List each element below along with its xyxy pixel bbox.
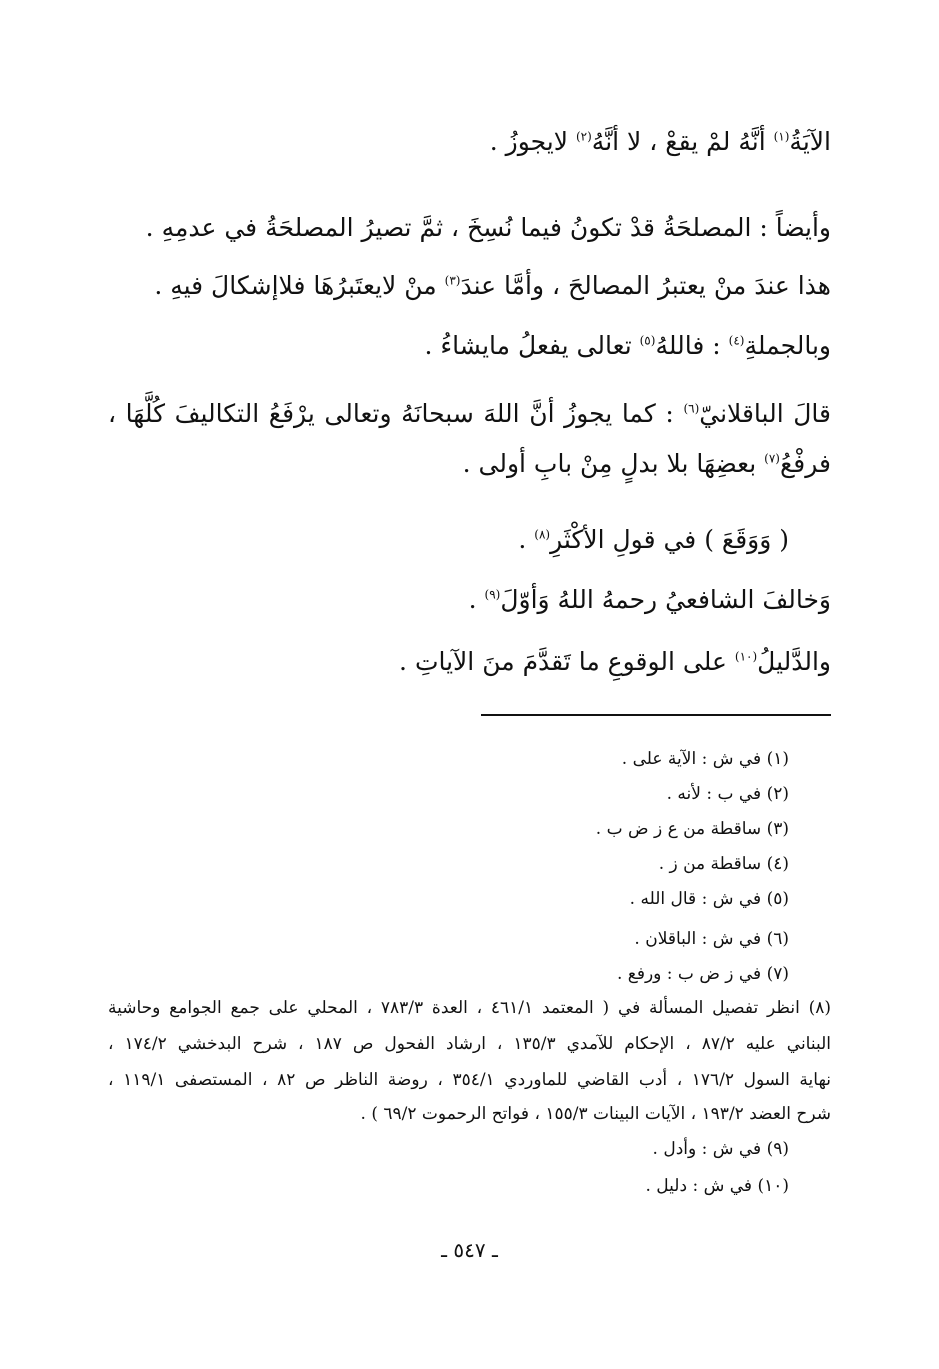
footnote-marker-1[interactable]: (١) bbox=[773, 129, 790, 144]
footnote-marker-2[interactable]: (٢) bbox=[575, 129, 592, 144]
text-segment: وَخالفَ الشافعيُ رحمهُ اللهُ وَأوّلَ bbox=[500, 585, 831, 614]
footnote-10: (١٠) في ش : دليل . bbox=[645, 1176, 789, 1196]
footnote-8-line-4: شرح العضد ١٩٣/٢ ، الآيات البينات ١٥٥/٣ ، فواتح الرحموت ٦٩/٢ ) . bbox=[360, 1104, 831, 1124]
text-line-4 bbox=[425, 328, 831, 364]
footnote-marker-3[interactable]: (٣) bbox=[444, 273, 461, 288]
text-line-1 bbox=[490, 124, 831, 160]
footnote-8-line-3: نهاية السول ١٧٦/٢ ، أدب القاضي للماوردي ٣٥٤/١ ، روضة الناظر ص ٨٢ ، المستصفى ١١٩/١ ، bbox=[108, 1070, 832, 1090]
footnote-6: (٦) في ش : الباقلان . bbox=[634, 929, 789, 949]
text-segment: وبالجملةِ bbox=[744, 331, 831, 360]
text-segment: لايجوزُ . bbox=[489, 127, 576, 156]
text-segment: فرفْعُ bbox=[779, 449, 831, 478]
footnote-marker-8[interactable]: (٨) bbox=[534, 527, 551, 542]
footnote-marker-5[interactable]: (٥) bbox=[639, 333, 656, 348]
text-line-6 bbox=[463, 446, 831, 482]
footnote-2: (٢) في ب : لأنه . bbox=[666, 784, 789, 804]
footnote-8-line-2: البناني عليه ٨٧/٢ ، الإحكام للآمدي ١٣٥/٣ ، ارشاد الفحول ص ١٨٧ ، شرح البدخشي ١٧٤/٢ ، bbox=[108, 1034, 832, 1054]
text-segment: أنَّهُ لمْ يقعْ ، لا أنَّهُ bbox=[591, 127, 774, 156]
text-line-9 bbox=[399, 644, 831, 680]
footnote-5: (٥) في ش : قال الله . bbox=[629, 889, 789, 909]
text-segment: ( وَوَقَعَ ) في قولِ الأكْثَرِ bbox=[550, 525, 789, 554]
text-segment: : كما يجوزُ أنَّ اللهَ سبحانَهُ وتعالى يرْفَعُ التكاليفَ كُلَّهَا ، bbox=[108, 399, 684, 428]
text-segment: منْ لايعتَبرُهَا فلاإشكالَ فيهِ . bbox=[154, 271, 445, 300]
footnote-1: (١) في ش : الآية على . bbox=[621, 749, 789, 769]
footnote-8-line-1: (٨) انظر تفصيل المسألة في ( المعتمد ٤٦١/١ ، العدة ٧٨٣/٣ ، المحلي على جمع الجوامع وحاشية bbox=[108, 998, 831, 1018]
text-line-3 bbox=[154, 268, 831, 304]
text-segment: . bbox=[518, 525, 535, 554]
footnote-7: (٧) في ز ض ب : ورفع . bbox=[616, 964, 789, 984]
footnote-9: (٩) في ش : وأدل . bbox=[652, 1139, 789, 1159]
text-segment: والدَّليلُ bbox=[757, 647, 831, 676]
text-segment: هذا عندَ منْ يعتبرُ المصالحَ ، وأمَّا عندَ bbox=[460, 271, 831, 300]
footnote-3: (٣) ساقطة من ع ز ض ب . bbox=[595, 819, 789, 839]
text-segment: على الوقوعِ ما تَقدَّمَ منَ الآياتِ . bbox=[399, 647, 735, 676]
text-line-2: وأيضاً : المصلحَةُ قدْ تكونُ فيما نُسِخَ ، ثمَّ تصيرُ المصلحَةُ في عدمِهِ . bbox=[145, 213, 831, 242]
footnote-marker-6[interactable]: (٦) bbox=[683, 401, 700, 416]
footnote-separator bbox=[481, 714, 831, 716]
text-segment: بعضِهَا بلا بدلٍ مِنْ بابِ أولى . bbox=[462, 449, 765, 478]
text-segment: تعالى يفعلُ مايشاءُ . bbox=[424, 331, 640, 360]
text-segment: : فاللهُ bbox=[655, 331, 729, 360]
footnote-marker-9[interactable]: (٩) bbox=[484, 587, 501, 602]
text-segment: قالَ الباقلانيّ bbox=[699, 399, 831, 428]
footnote-marker-7[interactable]: (٧) bbox=[764, 451, 780, 466]
text-line-5 bbox=[108, 396, 831, 432]
footnote-4: (٤) ساقطة من ز . bbox=[658, 854, 789, 874]
text-segment: . bbox=[468, 585, 485, 614]
footnote-marker-10[interactable]: (١٠) bbox=[734, 649, 758, 664]
footnote-marker-4[interactable]: (٤) bbox=[728, 333, 745, 348]
text-line-8 bbox=[469, 582, 831, 618]
text-segment: الآيَةُ bbox=[789, 127, 831, 156]
text-line-7 bbox=[518, 522, 789, 558]
page-number: ـ ٥٤٧ ـ bbox=[441, 1238, 498, 1262]
